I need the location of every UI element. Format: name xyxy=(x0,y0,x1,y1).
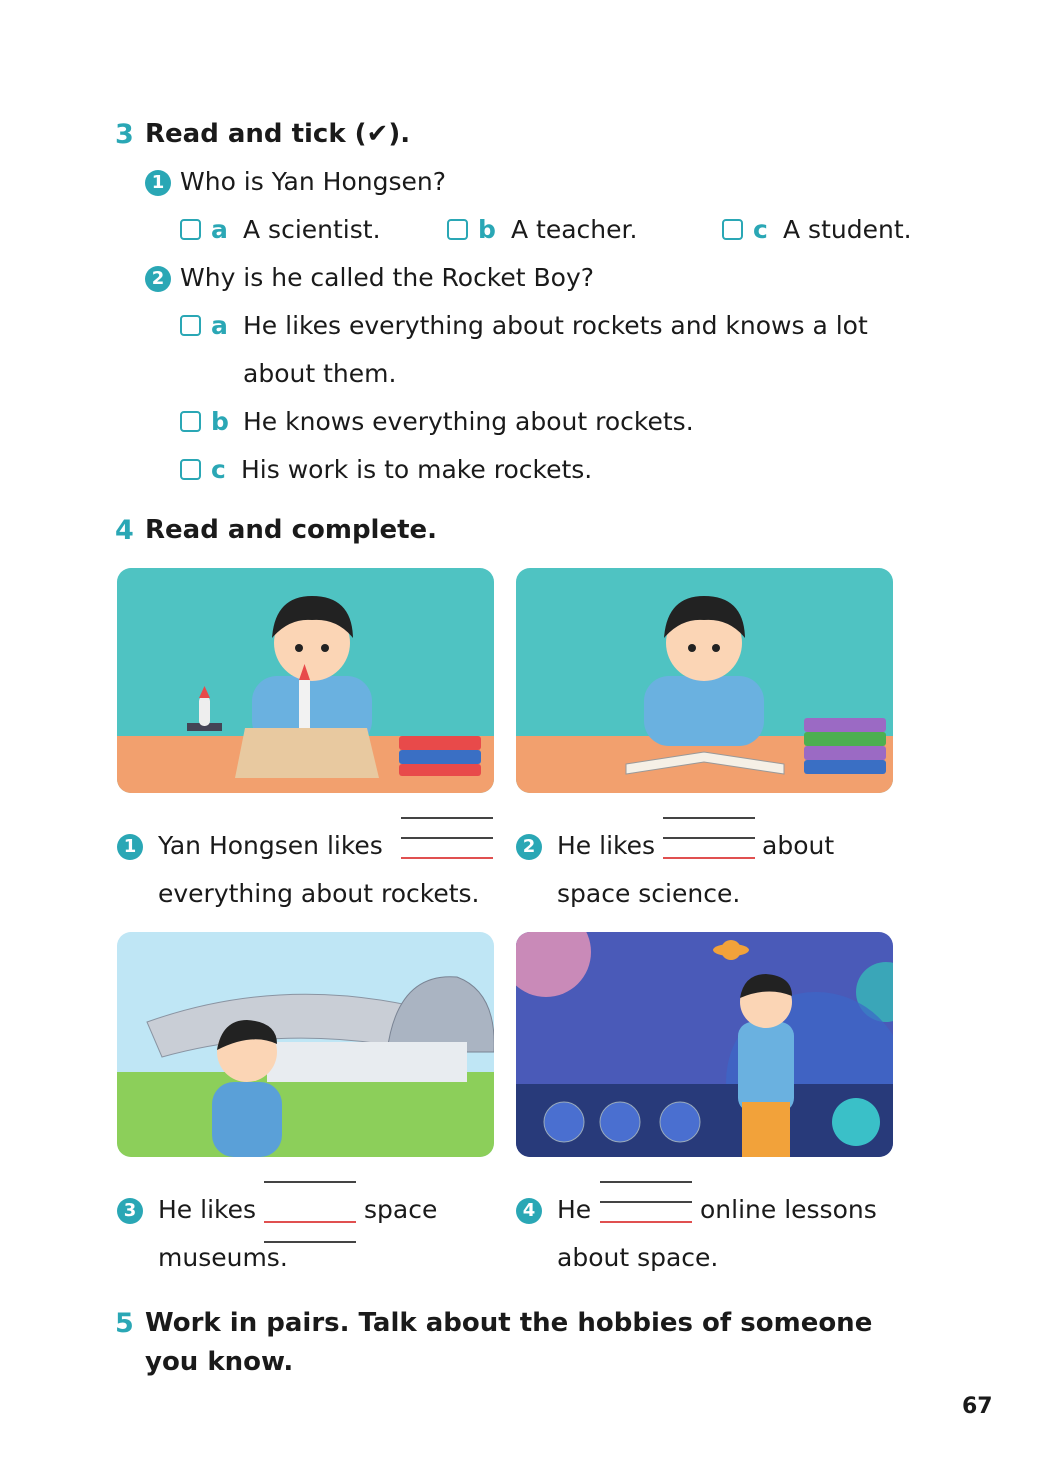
item-4-line2: about space. xyxy=(557,1243,719,1272)
answer-blank-2[interactable] xyxy=(663,817,755,859)
option-text-continued: about them. xyxy=(243,359,397,388)
item-4-text: He xyxy=(557,1195,592,1224)
exercise-4-number: 4 xyxy=(115,515,134,546)
item-2-text: He likes xyxy=(557,831,656,860)
illustration-boy-with-rockets xyxy=(117,568,494,793)
exercise-3-title: Read and tick (✔). xyxy=(145,119,411,149)
page-number: 67 xyxy=(962,1394,993,1419)
option-text: A teacher. xyxy=(511,215,638,244)
item-1-number: 1 xyxy=(117,834,143,860)
exercise-3-number: 3 xyxy=(115,119,134,150)
exercise-5-title-line2: you know. xyxy=(145,1347,294,1377)
item-3-number: 3 xyxy=(117,1198,143,1224)
checkbox-q1-b[interactable] xyxy=(447,219,468,240)
answer-blank-1[interactable] xyxy=(401,817,493,859)
checkbox-q2-b[interactable] xyxy=(180,411,201,432)
option-letter: c xyxy=(211,455,226,484)
exercise-4-title: Read and complete. xyxy=(145,515,438,545)
item-2-line2: space science. xyxy=(557,879,741,908)
checkbox-q2-c[interactable] xyxy=(180,459,201,480)
item-1-line2: everything about rockets. xyxy=(158,879,480,908)
answer-blank-4[interactable] xyxy=(600,1181,692,1223)
checkbox-q1-c[interactable] xyxy=(722,219,743,240)
item-3-text: He likes xyxy=(158,1195,257,1224)
question-2-text: Why is he called the Rocket Boy? xyxy=(180,263,595,292)
item-3-line2: museums. xyxy=(158,1243,288,1272)
option-text: His work is to make rockets. xyxy=(241,455,593,484)
option-letter: b xyxy=(478,215,496,244)
illustration-space-museum xyxy=(117,932,494,1157)
checkbox-q2-a[interactable] xyxy=(180,315,201,336)
exercise-5-number: 5 xyxy=(115,1308,134,1339)
checkbox-q1-a[interactable] xyxy=(180,219,201,240)
item-2-number: 2 xyxy=(516,834,542,860)
option-text: A scientist. xyxy=(243,215,381,244)
option-letter: a xyxy=(211,215,228,244)
option-text: A student. xyxy=(783,215,912,244)
illustration-online-space-lesson xyxy=(516,932,893,1157)
option-letter: c xyxy=(753,215,768,244)
option-text: He likes everything about rockets and knows a lot xyxy=(243,311,868,340)
item-3-after: space xyxy=(364,1195,438,1224)
question-2-number: 2 xyxy=(145,266,171,292)
item-1-text: Yan Hongsen likes xyxy=(158,831,383,860)
answer-blank-3[interactable] xyxy=(264,1181,356,1223)
item-4-number: 4 xyxy=(516,1198,542,1224)
illustration-boy-reading xyxy=(516,568,893,793)
option-text: He knows everything about rockets. xyxy=(243,407,694,436)
item-4-after: online lessons xyxy=(700,1195,877,1224)
item-2-after: about xyxy=(762,831,835,860)
question-1-number: 1 xyxy=(145,170,171,196)
question-1-text: Who is Yan Hongsen? xyxy=(180,167,446,196)
option-letter: b xyxy=(211,407,229,436)
exercise-5-title-line1: Work in pairs. Talk about the hobbies of someone xyxy=(145,1308,873,1338)
option-letter: a xyxy=(211,311,228,340)
